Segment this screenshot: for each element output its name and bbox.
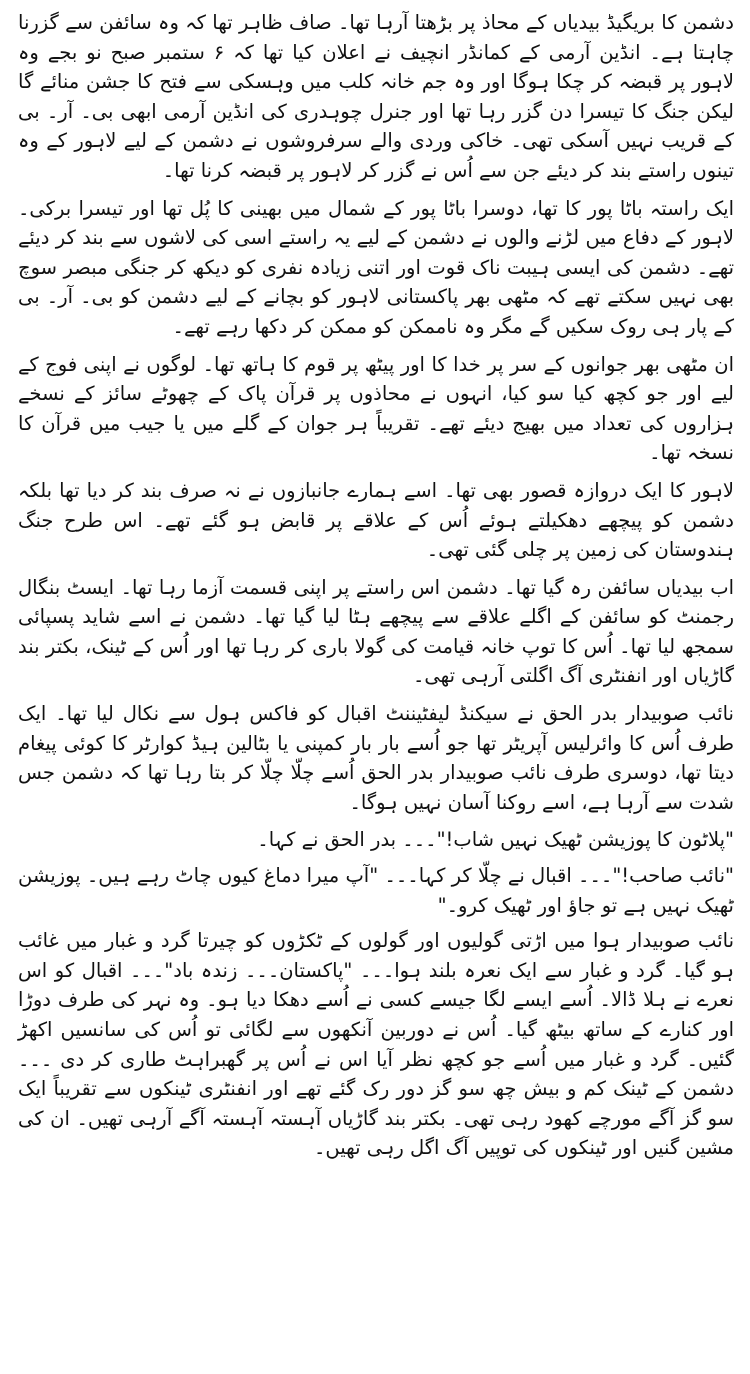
- paragraph-3: ان مٹھی بھر جوانوں کے سر پر خدا کا اور پیٹھ پر قوم کا ہاتھ تھا۔ لوگوں نے اپنی فوج کے لیے اور جو کچھ کیا سو کیا، انہوں نے محاذوں پر قرآن پاک کے چھوٹے سائز کے نسخے ہزاروں کی تعداد میں بھیج دیئے تھے۔ تقریباً ہر جوان کے گلے میں یا جیب میں قرآن کا نسخہ تھا۔: [18, 352, 734, 465]
- paragraph-2: ایک راستہ باٹا پور کا تھا، دوسرا باٹا پور کے شمال میں بھینی کا پُل تھا اور تیسرا برکی۔ لاہور کے دفاع میں لڑنے والوں نے دشمن کے لیے یہ راستے اسی کی لاشوں سے بند کر دیئے تھے۔ دشمن کی ایسی ہیبت ناک قوت اور اتنی زیادہ نفری کو دیکھ کر جنگی مبصر سوچ بھی نہیں سکتے تھے کہ مٹھی بھر پاکستانی لاہور کو بچانے کے لیے دشمن کو بی۔ آر۔ بی کے پار ہی روک سکیں گے مگر وہ ناممکن کو ممکن کر دکھا رہے تھے۔: [18, 196, 734, 338]
- paragraph-7: نائب صوبیدار ہوا میں اڑتی گولیوں اور گولوں کے ٹکڑوں کو چیرتا گرد و غبار میں غائب ہو گیا۔ گرد و غبار سے ایک نعرہ بلند ہوا۔۔۔ "پاکستان۔۔۔ زندہ باد"۔۔۔ اقبال کو اس نعرے نے ہلا ڈالا۔ اُسے ایسے لگا جیسے کسی نے اُسے دھکا دیا ہو۔ وہ نہر کی طرف دوڑا اور کنارے کے ساتھ بیٹھ گیا۔ اُس نے دوربین آنکھوں سے لگائی تو اُس کی سانسیں اکھڑ گئیں۔ گرد و غبار میں اُسے جو کچھ نظر آیا اس نے اُس پر گھبراہٹ طاری کر دی ۔۔۔ دشمن کے ٹینک کم و بیش چھ سو گز دور رک گئے تھے اور انفنٹری ٹینکوں سے تقریباً ایک سو گز آگے مورچے کھود رہی تھی۔ بکتر بند گاڑیاں آہستہ آہستہ آگے آرہی تھیں۔ ان کی مشین گنیں اور ٹینکوں کی توپیں آگ اگل رہی تھیں۔: [18, 929, 734, 1160]
- document-page: [10, 8, 740, 1366]
- paragraph-4: لاہور کا ایک دروازہ قصور بھی تھا۔ اسے ہمارے جانبازوں نے نہ صرف بند کر دیا تھا بلکہ دشمن کو پیچھے دھکیلتے ہوئے اُس کے علاقے پر قابض ہو گئے تھے۔ اس طرح جنگ ہندوستان کی زمین پر چلی گئی تھی۔: [18, 478, 734, 562]
- paragraph-5: اب بیدیاں سائفن رہ گیا تھا۔ دشمن اس راستے پر اپنی قسمت آزما رہا تھا۔ ایسٹ بنگال رجمنٹ کو سائفن کے اگلے علاقے سے پیچھے ہٹا لیا گیا تھا۔ دشمن نے اسے شاید پسپائی سمجھ لیا تھا۔ اُس کا توپ خانہ قیامت کی گولا باری کر رہا تھا اور اُس کے ٹینک، بکتر بند گاڑیاں اور انفنٹری آگ اگلتی آرہی تھی۔: [18, 575, 734, 688]
- dialogue-line-1: "پلاٹون کا پوزیشن ٹھیک نہیں شاب!"۔۔۔ بدر الحق نے کہا۔: [257, 828, 734, 852]
- paragraph-1: دشمن کا بریگیڈ بیدیاں کے محاذ پر بڑھتا آرہا تھا۔ صاف ظاہر تھا کہ وہ سائفن سے گزرنا چاہتا ہے۔ انڈین آرمی کے کمانڈر انچیف نے اعلان کیا تھا کہ ۶ ستمبر صبح نو بجے وہ لاہور پر قبضہ کر چکا ہوگا اور وہ جم خانہ کلب میں وہسکی سے فتح کا جشن منائے گا لیکن جنگ کا تیسرا دن گزر رہا تھا اور جنرل چوہدری کی انڈین آرمی ابھی بی۔ آر۔ بی کے قریب نہیں آسکی تھی۔ خاکی وردی والے سرفروشوں نے دشمن کے لیے لاہور کے وہ تینوں راستے بند کر دیئے جن سے اُس نے گزر کر لاہور پر قبضہ کرنا تھا۔: [18, 11, 734, 182]
- dialogue-line-2: "نائب صاحب!"۔۔۔ اقبال نے چلّا کر کہا۔۔۔ "آپ میرا دماغ کیوں چاٹ رہے ہیں۔ پوزیشن ٹھیک نہیں ہے تو جاؤ اور ٹھیک کرو۔": [18, 864, 734, 917]
- paragraph-6: نائب صوبیدار بدر الحق نے سیکنڈ لیفٹیننٹ اقبال کو فاکس ہول سے نکال لیا تھا۔ ایک طرف اُس کا وائرلیس آپریٹر تھا جو اُسے بار بار کمپنی یا بٹالین ہیڈ کوارٹر کا کوئی پیغام دیتا تھا، دوسری طرف نائب صوبیدار بدر الحق اُسے چلّا چلّا کر بتا رہا تھا کہ دشمن جس شدت سے آرہا ہے، اسے روکنا آسان نہیں ہوگا۔: [18, 702, 734, 814]
